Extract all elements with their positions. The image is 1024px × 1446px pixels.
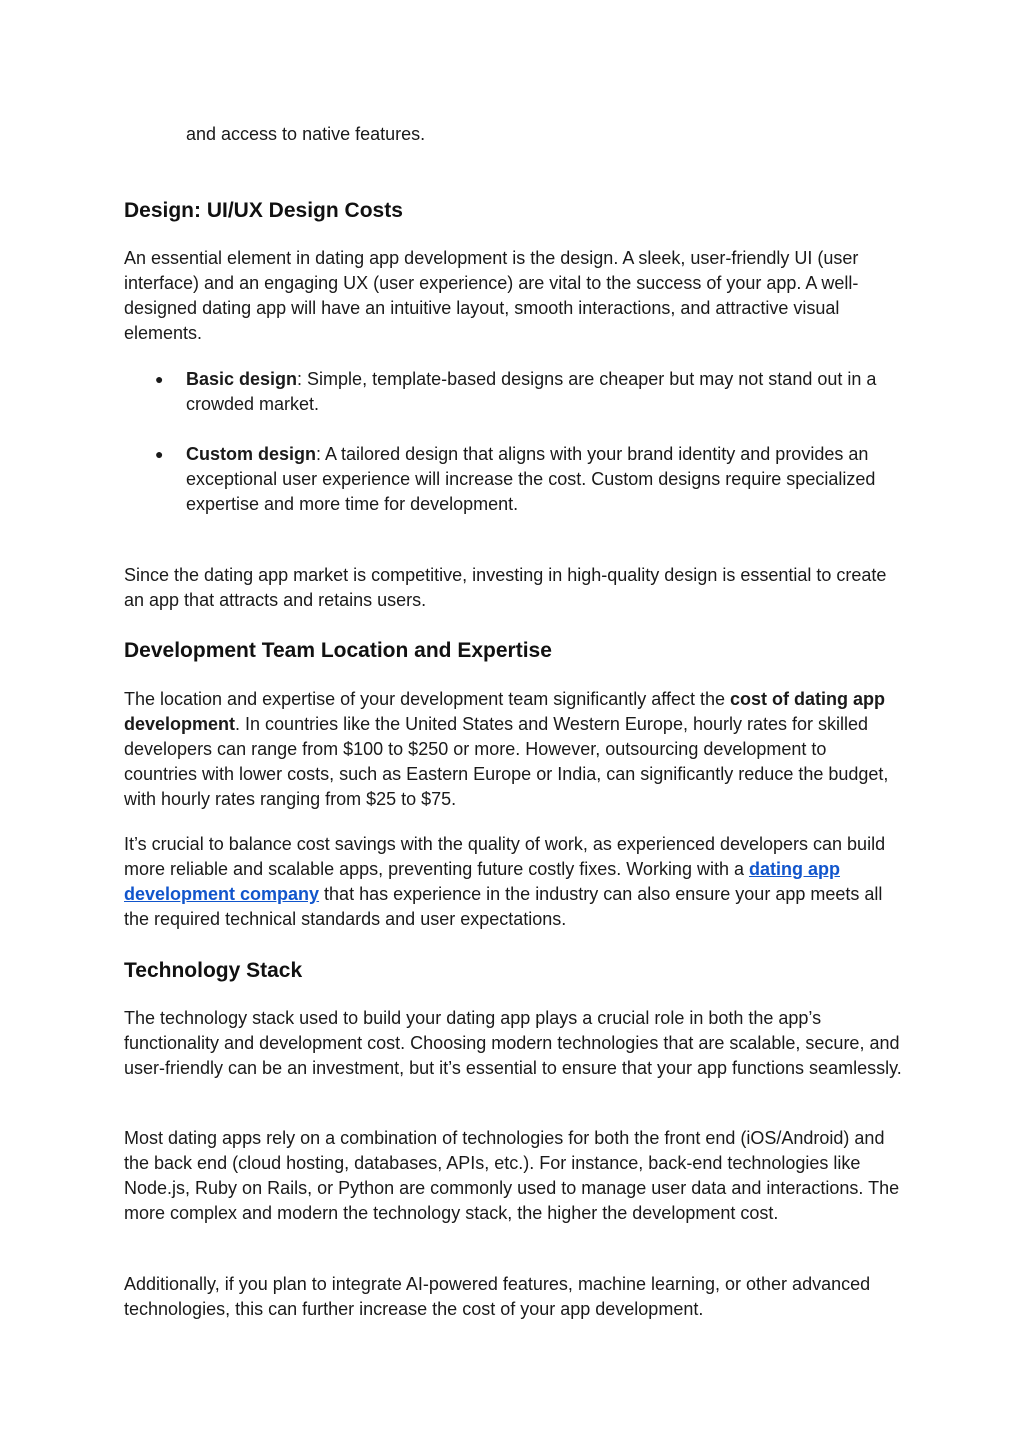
team-p2-start: It’s crucial to balance cost savings with the quality of work, as experienced developers can build more reliable and scalable apps, preventing future costly fixes. Working with a (124, 834, 886, 879)
team-p1-bold: cost of dating app development (124, 689, 886, 734)
team-heading: Development Team Location and Expertise (124, 639, 552, 662)
dating-app-company-link[interactable]: dating app development company (124, 859, 840, 904)
bullet-marker: ● (155, 446, 164, 462)
tech-paragraph-3: Additionally, if you plan to integrate AI-powered features, machine learning, or other advanced technologies, this can further increase the cost of your app development. (124, 1274, 871, 1319)
team-paragraph-2 (124, 832, 904, 932)
bullet-basic-design (186, 367, 904, 417)
team-p1-end: . In countries like the United States and Western Europe, hourly rates for skilled developers can range from $100 to $250 or more. However, outsourcing development to countries with lower costs, such as Eastern Europe or India, can significantly reduce the budget, with hourly rates ranging from $25 to $75. (124, 714, 889, 809)
tech-heading: Technology Stack (124, 959, 303, 982)
team-p1-start: The location and expertise of your development team significantly affect the (124, 689, 731, 709)
tech-paragraph-1: The technology stack used to build your dating app plays a crucial role in both the app’s functionality and development cost. Choosing modern technologies that are scalable, secure, and user-friendly can be an investment, but it’s essential to ensure that your app functions seamlessly. (124, 1008, 902, 1078)
bullet-custom-design (186, 442, 904, 517)
bullet-term: Basic design (186, 369, 298, 389)
team-paragraph-1 (124, 687, 904, 812)
team-p2-end: that has experience in the industry can also ensure your app meets all the required technical standards and user expectations. (124, 884, 883, 929)
bullet-marker: ● (155, 371, 164, 387)
top-fragment: and access to native features. (186, 124, 426, 144)
bullet-term: Custom design (186, 444, 317, 464)
bullet-text: : Simple, template-based designs are cheaper but may not stand out in a crowded market. (186, 369, 877, 414)
design-heading: Design: UI/UX Design Costs (124, 199, 403, 222)
design-intro-paragraph: An essential element in dating app development is the design. A sleek, user-friendly UI (user interface) and an engaging UX (user experience) are vital to the success of your app. A well-designed dating app will have an intuitive layout, smooth interactions, and attractive visual elements. (124, 248, 859, 343)
tech-paragraph-2: Most dating apps rely on a combination of technologies for both the front end (iOS/Android) and the back end (cloud hosting, databases, APIs, etc.). For instance, back-end technologies like Node.js, Ruby on Rails, or Python are commonly used to manage user data and interactions. The more complex and modern the technology stack, the higher the development cost. (124, 1128, 900, 1223)
bullet-text: : A tailored design that aligns with your brand identity and provides an exceptional user experience will increase the cost. Custom designs require specialized expertise and more time for development. (186, 444, 876, 514)
design-closing-paragraph: Since the dating app market is competitive, investing in high-quality design is essential to create an app that attracts and retains users. (124, 565, 887, 610)
